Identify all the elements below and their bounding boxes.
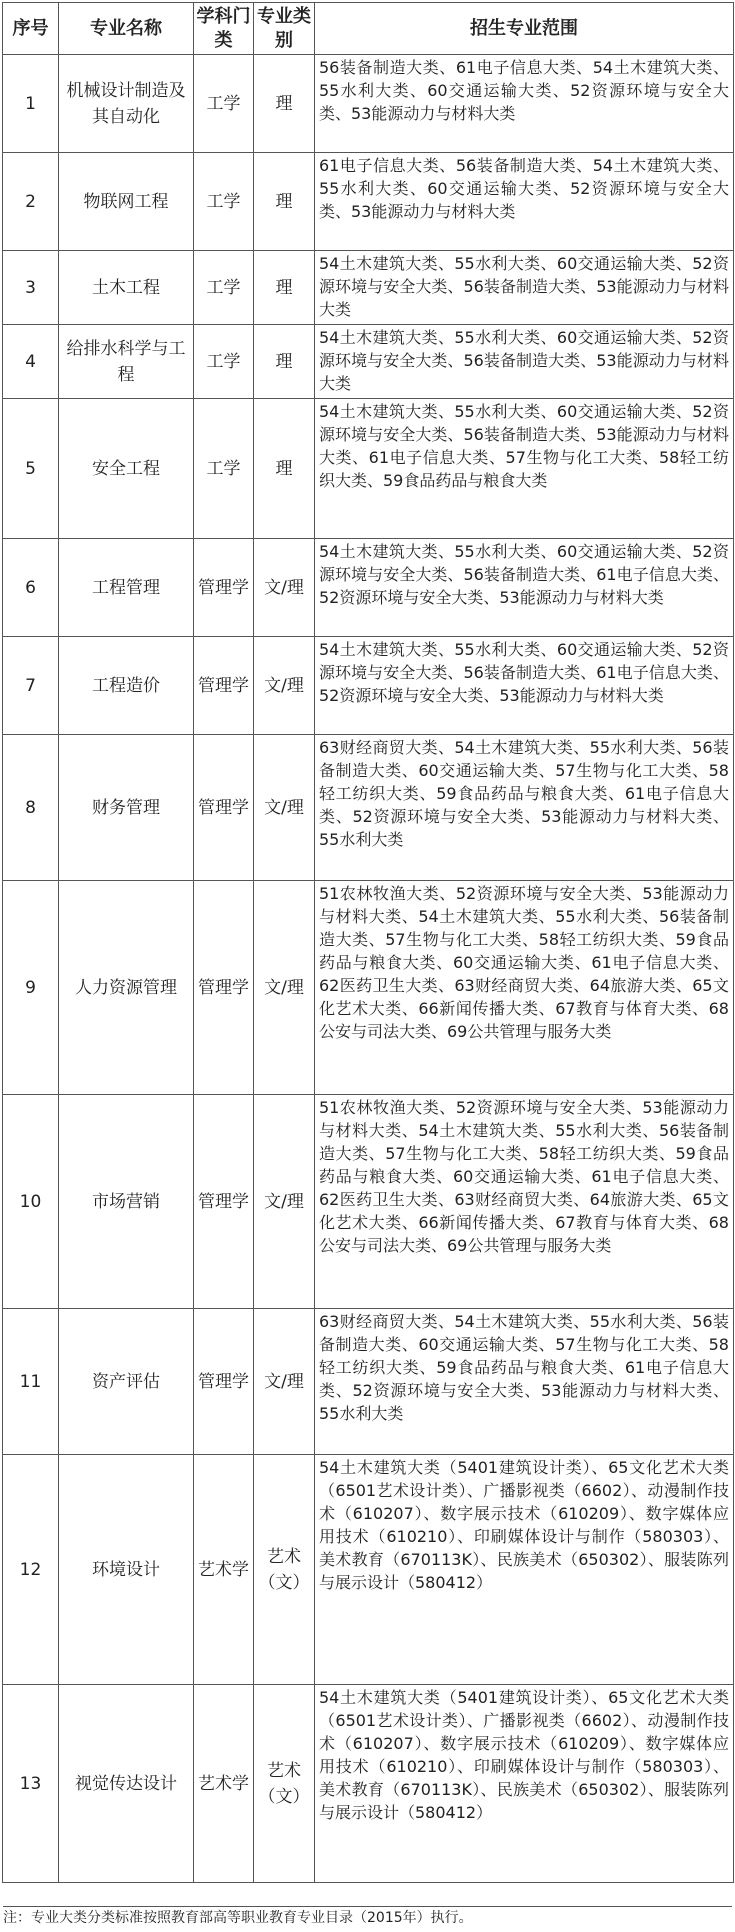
header-row bbox=[3, 3, 734, 55]
cell-major: 资产评估 bbox=[59, 1309, 194, 1455]
cell-major: 人力资源管理 bbox=[59, 881, 194, 1095]
cell-major: 财务管理 bbox=[59, 735, 194, 881]
table-row bbox=[3, 153, 734, 251]
header-type: 专业类别 bbox=[254, 3, 315, 55]
cell-category: 工学 bbox=[194, 325, 254, 399]
cell-no: 9 bbox=[3, 881, 59, 1095]
cell-major: 视觉传达设计 bbox=[59, 1685, 194, 1883]
cell-category: 工学 bbox=[194, 251, 254, 325]
cell-no: 4 bbox=[3, 325, 59, 399]
cell-scope: 63财经商贸大类、54土木建筑大类、55水利大类、56装备制造大类、60交通运输大类、57生物与化工大类、58轻工纺织大类、59食品药品与粮食大类、61电子信息大类、52资源环境与安全大类、53能源动力与材料大类、55水利大类 bbox=[315, 735, 734, 881]
cell-no: 8 bbox=[3, 735, 59, 881]
cell-type: 理 bbox=[254, 55, 315, 153]
cell-major: 物联网工程 bbox=[59, 153, 194, 251]
cell-type: 文/理 bbox=[254, 539, 315, 637]
cell-no: 11 bbox=[3, 1309, 59, 1455]
cell-type: 艺术（文） bbox=[254, 1685, 315, 1883]
cell-category: 工学 bbox=[194, 399, 254, 539]
cell-type: 艺术（文） bbox=[254, 1455, 315, 1685]
table-row bbox=[3, 1685, 734, 1883]
cell-type: 文/理 bbox=[254, 881, 315, 1095]
cell-category: 艺术学 bbox=[194, 1455, 254, 1685]
cell-scope: 51农林牧渔大类、52资源环境与安全大类、53能源动力与材料大类、54土木建筑大类、55水利大类、56装备制造大类、57生物与化工大类、58轻工纺织大类、59食品药品与粮食大类、60交通运输大类、61电子信息大类、62医药卫生大类、63财经商贸大类、64旅游大类、65文化艺术大类、66新闻传播大类、67教育与体育大类、68公安与司法大类、69公共管理与服务大类 bbox=[315, 1095, 734, 1309]
table-row bbox=[3, 1309, 734, 1455]
table-row bbox=[3, 881, 734, 1095]
cell-category: 艺术学 bbox=[194, 1685, 254, 1883]
cell-scope: 54土木建筑大类、55水利大类、60交通运输大类、52资源环境与安全大类、56装备制造大类、53能源动力与材料大类 bbox=[315, 325, 734, 399]
cell-major: 机械设计制造及其自动化 bbox=[59, 55, 194, 153]
cell-major: 环境设计 bbox=[59, 1455, 194, 1685]
cell-category: 管理学 bbox=[194, 539, 254, 637]
header-no: 序号 bbox=[3, 3, 59, 55]
cell-major: 工程造价 bbox=[59, 637, 194, 735]
cell-scope: 54土木建筑大类、55水利大类、60交通运输大类、52资源环境与安全大类、56装备制造大类、53能源动力与材料大类、61电子信息大类、57生物与化工大类、58轻工纺织大类、59食品药品与粮食大类 bbox=[315, 399, 734, 539]
cell-major: 给排水科学与工程 bbox=[59, 325, 194, 399]
header-scope: 招生专业范围 bbox=[315, 3, 734, 55]
cell-scope: 54土木建筑大类、55水利大类、60交通运输大类、52资源环境与安全大类、56装备制造大类、61电子信息大类、52资源环境与安全大类、53能源动力与材料大类 bbox=[315, 637, 734, 735]
table-row bbox=[3, 1455, 734, 1685]
cell-major: 市场营销 bbox=[59, 1095, 194, 1309]
cell-no: 3 bbox=[3, 251, 59, 325]
cell-no: 6 bbox=[3, 539, 59, 637]
cell-scope: 61电子信息大类、56装备制造大类、54土木建筑大类、55水利大类、60交通运输大类、52资源环境与安全大类、53能源动力与材料大类 bbox=[315, 153, 734, 251]
header-major: 专业名称 bbox=[59, 3, 194, 55]
table-row bbox=[3, 325, 734, 399]
table-row bbox=[3, 1095, 734, 1309]
cell-type: 理 bbox=[254, 399, 315, 539]
cell-no: 5 bbox=[3, 399, 59, 539]
cell-type: 文/理 bbox=[254, 735, 315, 881]
cell-scope: 56装备制造大类、61电子信息大类、54土木建筑大类、55水利大类、60交通运输大类、52资源环境与安全大类、53能源动力与材料大类 bbox=[315, 55, 734, 153]
header-category: 学科门类 bbox=[194, 3, 254, 55]
cell-type: 理 bbox=[254, 251, 315, 325]
cell-type: 文/理 bbox=[254, 1095, 315, 1309]
cell-scope: 51农林牧渔大类、52资源环境与安全大类、53能源动力与材料大类、54土木建筑大类、55水利大类、56装备制造大类、57生物与化工大类、58轻工纺织大类、59食品药品与粮食大类、60交通运输大类、61电子信息大类、62医药卫生大类、63财经商贸大类、64旅游大类、65文化艺术大类、66新闻传播大类、67教育与体育大类、68公安与司法大类、69公共管理与服务大类 bbox=[315, 881, 734, 1095]
cell-scope: 54土木建筑大类、55水利大类、60交通运输大类、52资源环境与安全大类、56装备制造大类、53能源动力与材料大类 bbox=[315, 251, 734, 325]
cell-scope: 54土木建筑大类、55水利大类、60交通运输大类、52资源环境与安全大类、56装备制造大类、61电子信息大类、52资源环境与安全大类、53能源动力与材料大类 bbox=[315, 539, 734, 637]
footnote: 注：专业大类分类标准按照教育部高等职业教育专业目录（2015年）执行。 bbox=[3, 1906, 732, 1929]
cell-no: 1 bbox=[3, 55, 59, 153]
cell-category: 工学 bbox=[194, 55, 254, 153]
cell-type: 理 bbox=[254, 325, 315, 399]
cell-scope: 54土木建筑大类（5401建筑设计类）、65文化艺术大类（6501艺术设计类）、广播影视类（6602）、动漫制作技术（610207）、数字展示技术（610209）、数字媒体应用技术（610210）、印刷媒体设计与制作（580303）、美术教育（670113K）、民族美术（650302）、服装陈列与展示设计（580412） bbox=[315, 1685, 734, 1883]
cell-category: 工学 bbox=[194, 153, 254, 251]
cell-type: 文/理 bbox=[254, 637, 315, 735]
table-row bbox=[3, 735, 734, 881]
cell-no: 2 bbox=[3, 153, 59, 251]
table-row bbox=[3, 55, 734, 153]
cell-major: 工程管理 bbox=[59, 539, 194, 637]
cell-no: 13 bbox=[3, 1685, 59, 1883]
cell-type: 文/理 bbox=[254, 1309, 315, 1455]
table-row bbox=[3, 399, 734, 539]
cell-major: 土木工程 bbox=[59, 251, 194, 325]
admissions-table bbox=[2, 2, 734, 1883]
table-row bbox=[3, 251, 734, 325]
cell-category: 管理学 bbox=[194, 881, 254, 1095]
cell-scope: 54土木建筑大类（5401建筑设计类）、65文化艺术大类（6501艺术设计类）、广播影视类（6602）、动漫制作技术（610207）、数字展示技术（610209）、数字媒体应用技术（610210）、印刷媒体设计与制作（580303）、美术教育（670113K）、民族美术（650302）、服装陈列与展示设计（580412） bbox=[315, 1455, 734, 1685]
cell-no: 12 bbox=[3, 1455, 59, 1685]
cell-no: 7 bbox=[3, 637, 59, 735]
cell-scope: 63财经商贸大类、54土木建筑大类、55水利大类、56装备制造大类、60交通运输大类、57生物与化工大类、58轻工纺织大类、59食品药品与粮食大类、61电子信息大类、52资源环境与安全大类、53能源动力与材料大类、55水利大类 bbox=[315, 1309, 734, 1455]
cell-category: 管理学 bbox=[194, 735, 254, 881]
table-row bbox=[3, 637, 734, 735]
table-row bbox=[3, 539, 734, 637]
cell-type: 理 bbox=[254, 153, 315, 251]
cell-major: 安全工程 bbox=[59, 399, 194, 539]
cell-category: 管理学 bbox=[194, 637, 254, 735]
cell-no: 10 bbox=[3, 1095, 59, 1309]
cell-category: 管理学 bbox=[194, 1095, 254, 1309]
cell-category: 管理学 bbox=[194, 1309, 254, 1455]
